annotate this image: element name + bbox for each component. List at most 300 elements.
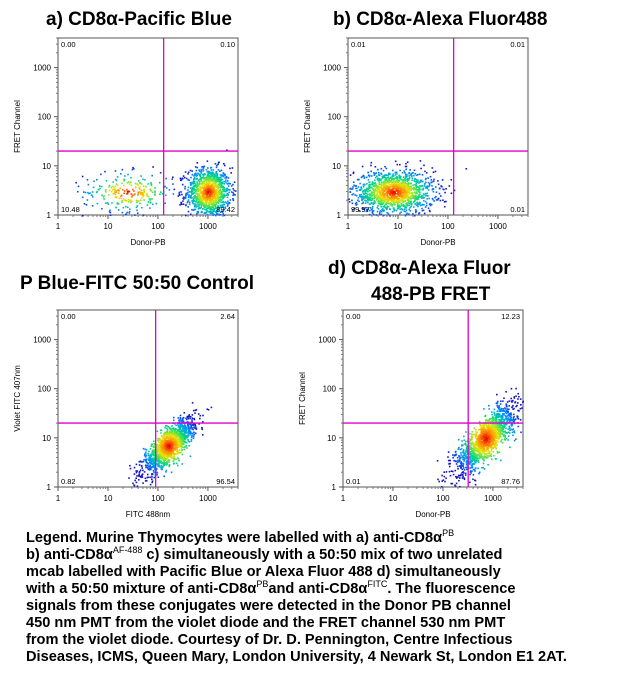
- data-point: [222, 176, 224, 178]
- y-axis-label: FRET Channel: [13, 100, 22, 153]
- data-point: [197, 162, 199, 164]
- data-point: [223, 163, 225, 165]
- data-point: [219, 183, 221, 185]
- data-point: [139, 186, 141, 188]
- data-point: [232, 192, 234, 194]
- data-point: [148, 451, 150, 453]
- data-point: [484, 416, 486, 418]
- data-point: [370, 184, 372, 186]
- data-point: [143, 185, 145, 187]
- data-point: [376, 214, 378, 216]
- data-point: [211, 407, 213, 409]
- data-point: [428, 198, 430, 200]
- data-point: [365, 195, 367, 197]
- data-point: [365, 202, 367, 204]
- data-point: [349, 201, 351, 203]
- data-point: [143, 190, 145, 192]
- data-point: [356, 195, 358, 197]
- data-point: [116, 196, 118, 198]
- data-point: [392, 170, 394, 172]
- data-point: [215, 186, 217, 188]
- data-point: [201, 170, 203, 172]
- data-point: [130, 199, 132, 201]
- data-point: [233, 190, 235, 192]
- data-point: [513, 414, 515, 416]
- data-point: [200, 176, 202, 178]
- data-point: [140, 199, 142, 201]
- data-point: [191, 437, 193, 439]
- data-point: [182, 454, 184, 456]
- y-tick-label: 100: [37, 112, 51, 122]
- data-point: [150, 190, 152, 192]
- data-point: [456, 483, 458, 485]
- data-point: [511, 401, 513, 403]
- data-point: [202, 188, 204, 190]
- data-point: [401, 190, 403, 192]
- quadrant-upper-right: 0.10: [220, 40, 235, 49]
- data-point: [187, 206, 189, 208]
- data-point: [464, 477, 466, 479]
- data-point: [427, 177, 429, 179]
- data-point: [189, 179, 191, 181]
- data-point: [428, 189, 430, 191]
- data-point: [124, 175, 126, 177]
- data-point: [515, 388, 517, 390]
- data-point: [148, 196, 150, 198]
- data-point: [441, 475, 443, 477]
- data-point: [127, 182, 129, 184]
- data-point: [87, 179, 89, 181]
- data-point: [204, 166, 206, 168]
- data-point: [509, 426, 511, 428]
- data-point: [225, 179, 227, 181]
- data-point: [75, 182, 77, 184]
- quadrant-upper-left: 0.00: [61, 312, 76, 321]
- data-point: [458, 447, 460, 449]
- data-point: [145, 452, 147, 454]
- data-point: [506, 413, 508, 415]
- data-point: [191, 419, 193, 421]
- data-point: [424, 183, 426, 185]
- data-point: [503, 397, 505, 399]
- data-point: [196, 170, 198, 172]
- data-point: [435, 186, 437, 188]
- data-point: [200, 207, 202, 209]
- data-point: [505, 391, 507, 393]
- panel-a-title: a) CD8α-Pacific Blue: [46, 9, 232, 30]
- data-point: [355, 194, 357, 196]
- data-point: [105, 202, 107, 204]
- data-point: [377, 169, 379, 171]
- x-axis-label: FITC 488nm: [125, 510, 171, 519]
- data-point: [159, 466, 161, 468]
- data-point: [218, 200, 220, 202]
- data-point: [161, 460, 163, 462]
- data-point: [394, 172, 396, 174]
- data-point: [441, 486, 443, 488]
- data-point: [136, 207, 138, 209]
- data-point: [115, 186, 117, 188]
- data-point: [419, 174, 421, 176]
- data-point: [425, 187, 427, 189]
- data-point: [87, 199, 89, 201]
- data-point: [228, 177, 230, 179]
- data-point: [134, 485, 136, 487]
- data-point: [461, 448, 463, 450]
- data-point: [478, 462, 480, 464]
- data-point: [227, 201, 229, 203]
- data-point: [210, 211, 212, 213]
- y-tick-label: 100: [322, 384, 336, 394]
- data-point: [413, 206, 415, 208]
- data-point: [446, 471, 448, 473]
- data-point: [372, 206, 374, 208]
- data-point: [82, 176, 84, 178]
- data-point: [438, 184, 440, 186]
- data-point: [445, 188, 447, 190]
- data-point: [136, 200, 138, 202]
- data-point: [406, 181, 408, 183]
- data-point: [423, 165, 425, 167]
- data-point: [511, 424, 513, 426]
- data-point: [465, 456, 467, 458]
- data-point: [195, 410, 197, 412]
- data-point: [148, 453, 150, 455]
- data-point: [91, 195, 93, 197]
- data-point: [393, 192, 395, 194]
- data-point: [416, 191, 418, 193]
- data-point: [509, 430, 511, 432]
- data-point: [488, 408, 490, 410]
- data-point: [403, 194, 405, 196]
- data-point: [513, 419, 515, 421]
- data-point: [197, 196, 199, 198]
- data-point: [188, 445, 190, 447]
- data-point: [358, 201, 360, 203]
- data-point: [181, 463, 183, 465]
- data-point: [449, 466, 451, 468]
- data-point: [101, 186, 103, 188]
- data-point: [194, 412, 196, 414]
- data-point: [431, 204, 433, 206]
- data-point: [379, 183, 381, 185]
- data-point: [466, 449, 468, 451]
- data-point: [179, 204, 181, 206]
- data-point: [188, 211, 190, 213]
- data-point: [452, 457, 454, 459]
- data-point: [482, 467, 484, 469]
- data-point: [137, 205, 139, 207]
- data-point: [373, 210, 375, 212]
- data-point: [190, 214, 192, 216]
- data-point: [198, 206, 200, 208]
- data-point: [418, 191, 420, 193]
- data-point: [491, 414, 493, 416]
- data-point: [449, 460, 451, 462]
- data-point: [401, 205, 403, 207]
- data-point: [372, 207, 374, 209]
- data-point: [428, 186, 430, 188]
- data-point: [196, 213, 198, 215]
- x-tick-label: 1: [340, 494, 346, 503]
- data-point: [144, 179, 146, 181]
- data-point: [419, 185, 421, 187]
- data-point: [406, 213, 408, 215]
- data-point: [127, 193, 129, 195]
- data-point: [97, 191, 99, 193]
- data-point: [394, 196, 396, 198]
- data-point: [501, 410, 503, 412]
- data-point: [199, 184, 201, 186]
- data-point: [498, 405, 500, 407]
- data-point: [193, 178, 195, 180]
- data-point: [425, 201, 427, 203]
- data-point: [397, 192, 399, 194]
- data-point: [207, 167, 209, 169]
- data-point: [460, 454, 462, 456]
- data-point: [363, 198, 365, 200]
- data-point: [405, 200, 407, 202]
- data-point: [369, 176, 371, 178]
- data-point: [127, 207, 129, 209]
- data-point: [505, 428, 507, 430]
- data-point: [497, 401, 499, 403]
- data-point: [187, 201, 189, 203]
- data-point: [176, 451, 178, 453]
- data-point: [227, 193, 229, 195]
- data-point: [182, 426, 184, 428]
- data-point: [197, 211, 199, 213]
- data-point: [437, 198, 439, 200]
- data-point: [465, 473, 467, 475]
- data-point: [416, 205, 418, 207]
- data-point: [397, 178, 399, 180]
- data-point: [399, 209, 401, 211]
- data-point: [93, 181, 95, 183]
- data-point: [143, 461, 145, 463]
- data-point: [156, 468, 158, 470]
- data-point: [414, 170, 416, 172]
- data-point: [462, 477, 464, 479]
- data-point: [423, 200, 425, 202]
- data-point: [371, 202, 373, 204]
- data-point: [472, 463, 474, 465]
- data-point: [103, 195, 105, 197]
- data-point: [123, 180, 125, 182]
- data-point: [159, 182, 161, 184]
- data-point: [451, 470, 453, 472]
- data-point: [213, 195, 215, 197]
- data-point: [223, 173, 225, 175]
- data-point: [488, 405, 490, 407]
- data-point: [355, 185, 357, 187]
- data-point: [420, 168, 422, 170]
- data-point: [384, 166, 386, 168]
- data-point: [425, 179, 427, 181]
- data-point: [143, 459, 145, 461]
- data-point: [129, 208, 131, 210]
- data-point: [513, 430, 515, 432]
- y-tick-label: 1000: [33, 335, 51, 345]
- data-point: [381, 214, 383, 216]
- data-point: [456, 463, 458, 465]
- data-point: [193, 434, 195, 436]
- y-tick-label: 10: [332, 161, 341, 171]
- data-point: [491, 411, 493, 413]
- data-point: [387, 198, 389, 200]
- data-point: [387, 212, 389, 214]
- data-point: [127, 191, 129, 193]
- data-point: [373, 214, 375, 216]
- data-point: [165, 195, 167, 197]
- data-point: [423, 193, 425, 195]
- data-point: [111, 187, 113, 189]
- data-point: [415, 173, 417, 175]
- data-point: [156, 203, 158, 205]
- data-point: [444, 481, 446, 483]
- data-point: [365, 200, 367, 202]
- data-point: [169, 455, 171, 457]
- data-point: [158, 476, 160, 478]
- data-point: [109, 210, 111, 212]
- data-point: [453, 460, 455, 462]
- data-point: [84, 203, 86, 205]
- data-point: [156, 474, 158, 476]
- data-point: [425, 206, 427, 208]
- data-point: [161, 465, 163, 467]
- data-point: [181, 194, 183, 196]
- data-point: [508, 435, 510, 437]
- data-point: [403, 176, 405, 178]
- data-point: [194, 181, 196, 183]
- quadrant-lower-left: 99.97: [351, 205, 370, 214]
- data-point: [401, 208, 403, 210]
- data-point: [130, 177, 132, 179]
- data-point: [364, 177, 366, 179]
- quadrant-lower-right: 89.42: [216, 205, 235, 214]
- data-point: [393, 181, 395, 183]
- data-point: [459, 449, 461, 451]
- data-point: [405, 169, 407, 171]
- data-point: [414, 203, 416, 205]
- data-point: [203, 167, 205, 169]
- data-point: [228, 185, 230, 187]
- data-point: [367, 202, 369, 204]
- data-point: [118, 193, 120, 195]
- data-point: [461, 440, 463, 442]
- data-point: [483, 463, 485, 465]
- data-point: [196, 178, 198, 180]
- data-point: [197, 167, 199, 169]
- data-point: [397, 195, 399, 197]
- data-point: [352, 188, 354, 190]
- data-point: [199, 418, 201, 420]
- data-point: [422, 210, 424, 212]
- data-point: [115, 180, 117, 182]
- data-point: [183, 198, 185, 200]
- data-point: [472, 455, 474, 457]
- data-point: [400, 203, 402, 205]
- data-point: [500, 400, 502, 402]
- data-point: [146, 458, 148, 460]
- data-point: [367, 172, 369, 174]
- data-point: [202, 202, 204, 204]
- data-point: [379, 182, 381, 184]
- data-point: [162, 193, 164, 195]
- data-point: [404, 210, 406, 212]
- data-point: [409, 169, 411, 171]
- x-tick-label: 100: [436, 494, 450, 503]
- data-point: [358, 197, 360, 199]
- data-point: [378, 203, 380, 205]
- data-point: [495, 458, 497, 460]
- data-point: [226, 183, 228, 185]
- data-point: [146, 455, 148, 457]
- data-point: [370, 165, 372, 167]
- data-point: [457, 466, 459, 468]
- data-point: [171, 472, 173, 474]
- data-point: [427, 188, 429, 190]
- data-point: [101, 195, 103, 197]
- data-point: [185, 215, 187, 217]
- data-point: [401, 198, 403, 200]
- data-point: [201, 184, 203, 186]
- data-point: [83, 191, 85, 193]
- data-point: [151, 476, 153, 478]
- data-point: [405, 166, 407, 168]
- data-point: [471, 453, 473, 455]
- data-point: [404, 208, 406, 210]
- data-point: [184, 186, 186, 188]
- data-point: [193, 203, 195, 205]
- data-point: [132, 189, 134, 191]
- data-point: [181, 449, 183, 451]
- data-point: [165, 471, 167, 473]
- data-point: [366, 183, 368, 185]
- y-tick-label: 100: [327, 112, 341, 122]
- data-point: [406, 202, 408, 204]
- data-point: [122, 189, 124, 191]
- data-point: [399, 170, 401, 172]
- quadrant-lower-left: 0.82: [61, 477, 76, 486]
- data-point: [143, 448, 145, 450]
- data-point: [139, 471, 141, 473]
- data-point: [513, 417, 515, 419]
- data-point: [496, 402, 498, 404]
- data-point: [474, 469, 476, 471]
- data-point: [78, 186, 80, 188]
- data-point: [509, 400, 511, 402]
- data-point: [414, 178, 416, 180]
- data-point: [209, 199, 211, 201]
- data-point: [392, 176, 394, 178]
- data-point: [375, 190, 377, 192]
- data-point: [153, 470, 155, 472]
- data-point: [460, 461, 462, 463]
- data-point: [168, 445, 170, 447]
- data-point: [215, 163, 217, 165]
- data-point: [420, 205, 422, 207]
- data-point: [422, 181, 424, 183]
- data-point: [100, 174, 102, 176]
- data-point: [387, 175, 389, 177]
- data-point: [466, 460, 468, 462]
- quadrant-upper-left: 0.01: [351, 40, 366, 49]
- x-tick-label: 1: [55, 494, 61, 503]
- panel-c-title: P Blue-FITC 50:50 Control: [20, 273, 255, 294]
- data-point: [154, 187, 156, 189]
- data-point: [440, 200, 442, 202]
